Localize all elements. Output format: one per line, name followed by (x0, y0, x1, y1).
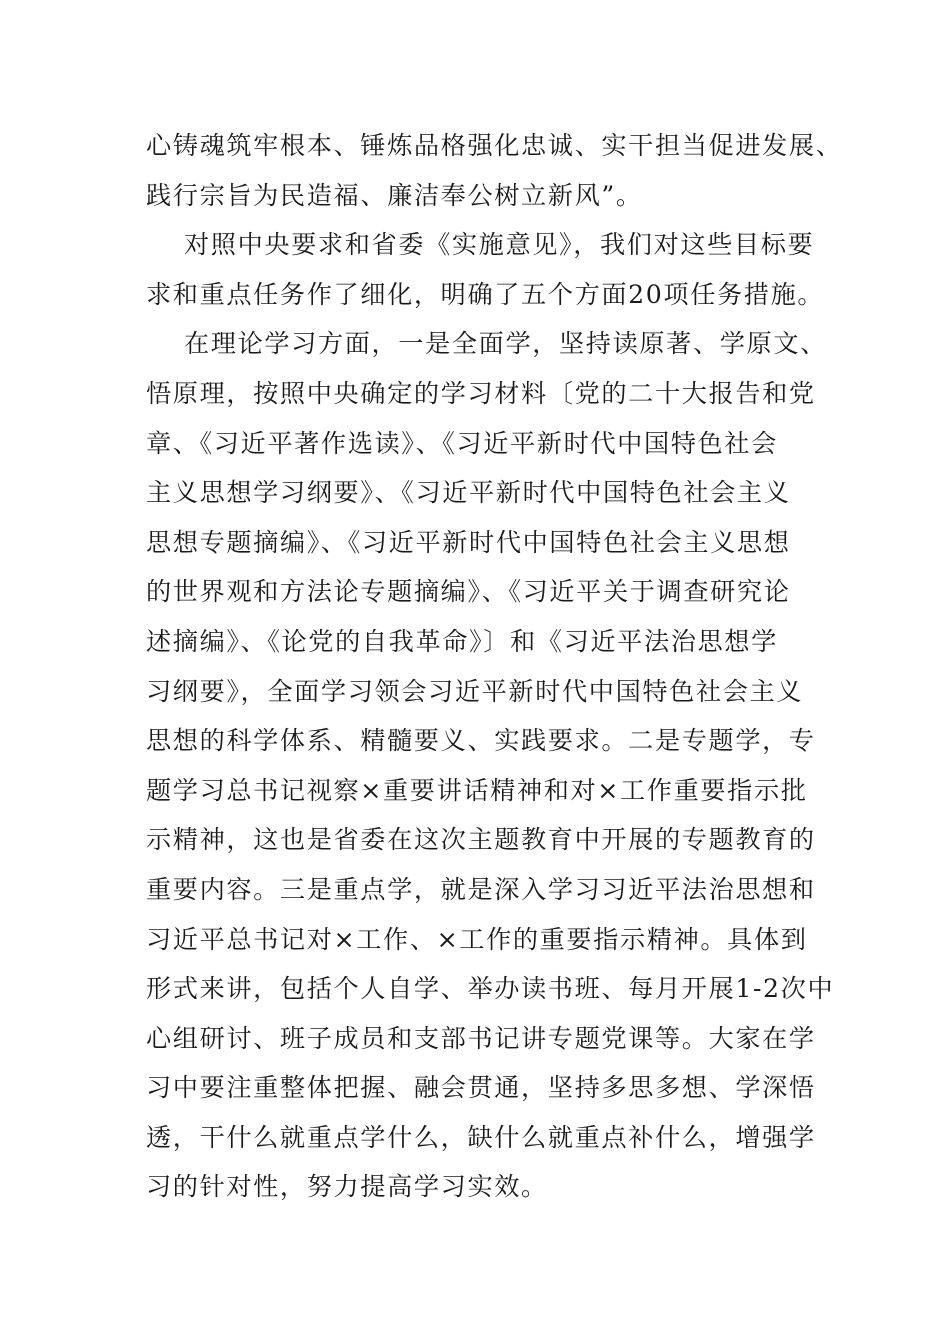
text-line: 重要内容。三是重点学，就是深入学习习近平法治思想和 (146, 874, 816, 904)
text-line: 悟原理，按照中央确定的学习材料〔党的二十大报告和党 (146, 378, 816, 408)
text-line: 主义思想学习纲要》、《习近平新时代中国特色社会主义 (146, 478, 791, 508)
text-line: 思想专题摘编》、《习近平新时代中国特色社会主义思想 (146, 527, 791, 557)
text-line: 习的针对性，努力提高学习实效。 (146, 1172, 548, 1202)
text-line: 述摘编》、《论党的自我革命》〕和《习近平法治思想学 (146, 626, 778, 656)
text-line: 形式来讲，包括个人自学、举办读书班、每月开展1-2次中 (146, 974, 835, 1004)
text-line: 的世界观和方法论专题摘编》、《习近平关于调查研究论 (146, 577, 791, 607)
text-line: 求和重点任务作了细化，明确了五个方面20项任务措施。 (146, 279, 825, 309)
text-line: 习中要注重整体把握、融会贯通，坚持多思多想、学深悟 (146, 1073, 816, 1103)
paragraph-start-line: 在理论学习方面，一是全面学，坚持读原著、学原文、 (184, 329, 827, 359)
paragraph-start-line: 对照中央要求和省委《实施意见》，我们对这些目标要 (184, 230, 815, 260)
text-line: 践行宗旨为民造福、廉洁奉公树立新风”。 (146, 180, 643, 210)
body-text (146, 121, 843, 1212)
text-line: 题学习总书记视察×重要讲话精神和对×工作重要指示批 (146, 775, 808, 805)
text-line: 示精神，这也是省委在这次主题教育中开展的专题教育的 (146, 825, 816, 855)
text-line: 习近平总书记对×工作、×工作的重要指示精神。具体到 (146, 924, 808, 954)
text-line: 习纲要》，全面学习领会习近平新时代中国特色社会主义 (146, 676, 804, 706)
text-line: 透，干什么就重点学什么，缺什么就重点补什么，增强学 (146, 1122, 816, 1152)
text-line: 章、《习近平著作选读》、《习近平新时代中国特色社会 (146, 428, 778, 458)
text-line: 思想的科学体系、精髓要义、实践要求。二是专题学，专 (146, 726, 816, 756)
text-line: 心组研讨、班子成员和支部书记讲专题党课等。大家在学 (146, 1023, 816, 1053)
text-line: 心铸魂筑牢根本、锤炼品格强化忠诚、实干担当促进发展、 (146, 131, 843, 160)
